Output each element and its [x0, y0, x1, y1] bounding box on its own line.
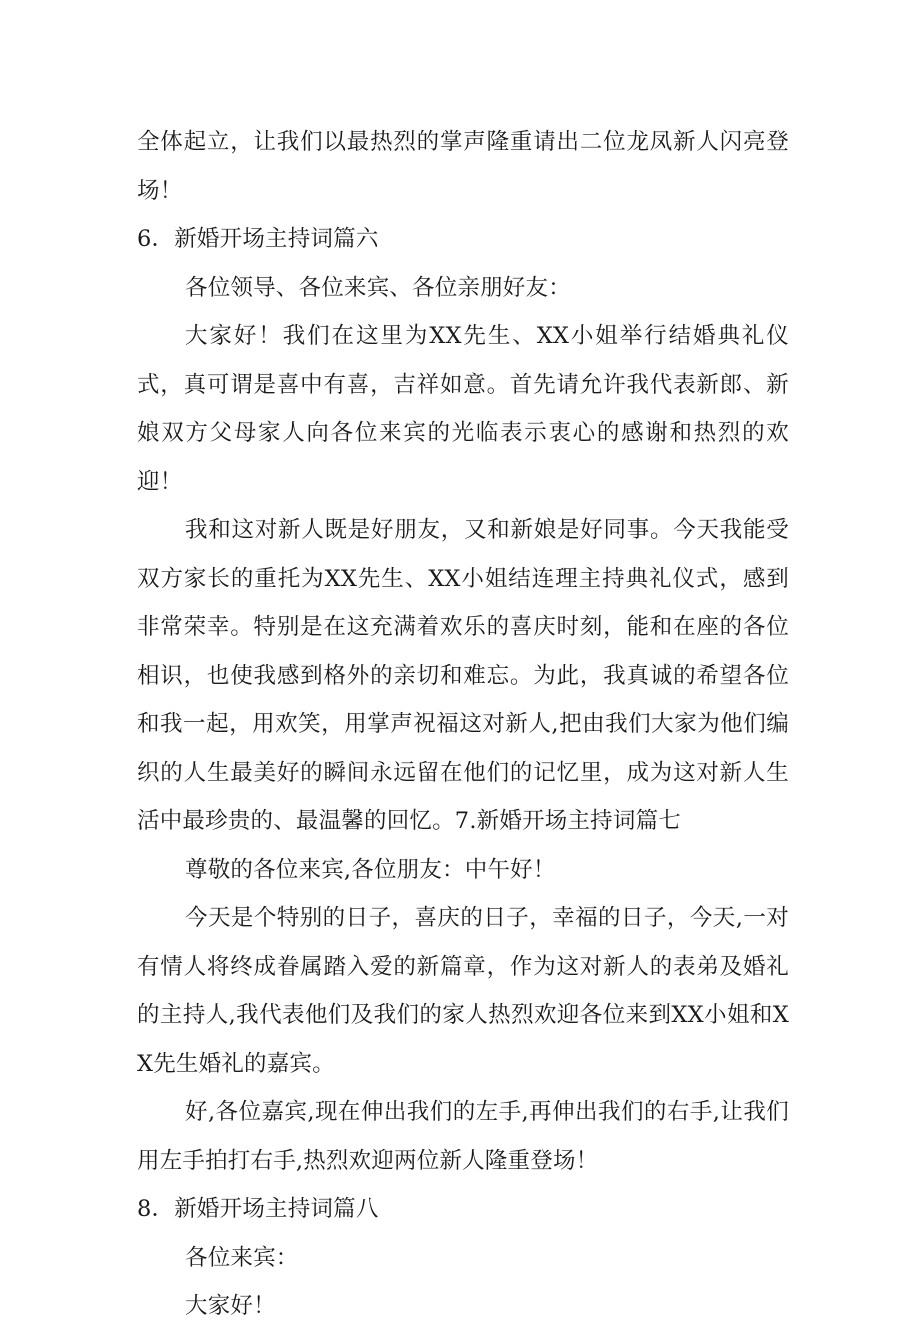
section-heading-8: 8．新婚开场主持词篇八: [137, 1196, 379, 1222]
section-heading-6: 6．新婚开场主持词篇六: [137, 226, 379, 252]
document-body: [137, 118, 789, 1331]
paragraph-hello: 大家好！: [185, 1293, 276, 1319]
paragraph-closing-line: 全体起立，让我们以最热烈的掌声隆重请出二位龙凤新人闪亮登场！: [137, 129, 789, 204]
paragraph-greeting: 各位领导、各位来宾、各位亲朋好友：: [185, 274, 571, 301]
paragraph-host-intro: 我和这对新人既是好朋友，又和新娘是好同事。今天我能受双方家长的重托为XX先生、XX小姐结连理主持典礼仪式，感到非常荣幸。特别是在这充满着欢乐的喜庆时刻，能和在座的各位相识，也使我感到格外的亲切和难忘。为此，我真诚的希望各位和我一起，用欢笑，用掌声祝福这对新人,把由我们大家为他们编织的人生最美好的瞬间永远留在他们的记忆里，成为这对新人生活中最珍贵的、最温馨的回忆。7.新婚开场主持词篇七: [137, 517, 789, 834]
paragraph-greeting-8: 各位来宾：: [185, 1244, 299, 1271]
paragraph-special-day: 今天是个特别的日子，喜庆的日子，幸福的日子，今天,一对有情人将终成眷属踏入爱的新篇章，作为这对新人的表弟及婚礼的主持人,我代表他们及我们的家人热烈欢迎各位来到XX小姐和XX先生婚礼的嘉宾。: [137, 905, 789, 1077]
paragraph-applause: 好,各位嘉宾,现在伸出我们的左手,再伸出我们的右手,让我们用左手拍打右手,热烈欢迎两位新人隆重登场！: [137, 1099, 789, 1174]
paragraph-welcome: 大家好！我们在这里为XX先生、XX小姐举行结婚典礼仪式，真可谓是喜中有喜，吉祥如意。首先请允许我代表新郎、新娘双方父母家人向各位来宾的光临表示衷心的感谢和热烈的欢迎！: [137, 323, 789, 495]
paragraph-greeting-7: 尊敬的各位来宾,各位朋友：中午好！: [185, 856, 556, 883]
